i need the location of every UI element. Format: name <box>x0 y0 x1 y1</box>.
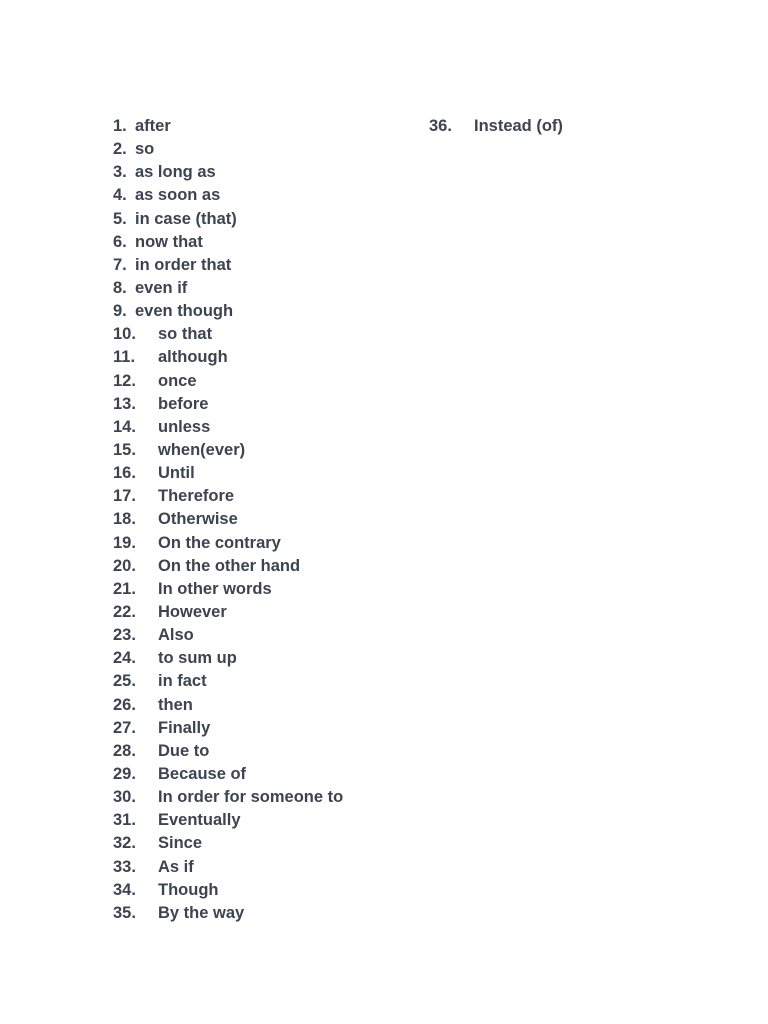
list-item-text: although <box>158 348 228 367</box>
list-item-number: 30. <box>113 788 136 807</box>
list-item <box>113 601 433 624</box>
list-item <box>113 578 433 601</box>
list-item-number: 25. <box>113 672 136 691</box>
list-item-number: 34. <box>113 880 136 899</box>
list-item-text: when(ever) <box>158 440 246 459</box>
list-item-number: 23. <box>113 626 136 645</box>
list-item <box>113 231 433 254</box>
list-item <box>113 624 433 647</box>
list-item <box>113 532 433 555</box>
list-item <box>429 115 729 138</box>
list-item-number: 7. <box>113 255 127 274</box>
list-item-text: so that <box>158 325 213 344</box>
list-item <box>113 647 433 670</box>
list-item <box>113 254 433 277</box>
list-item <box>113 277 433 300</box>
list-item-text: In other words <box>158 579 272 598</box>
list-item-text: However <box>158 602 227 621</box>
list-item-text: By the way <box>158 903 245 922</box>
list-item-number: 20. <box>113 556 136 575</box>
list-item-number: 31. <box>113 811 136 830</box>
list-item-number: 18. <box>113 510 136 529</box>
list-item-number: 35. <box>113 903 136 922</box>
list-item-number: 14. <box>113 417 136 436</box>
list-item-number: 32. <box>113 834 136 853</box>
list-item <box>113 694 433 717</box>
list-item-number: 10. <box>113 325 136 344</box>
list-item-text: Due to <box>158 741 210 760</box>
list-item-number: 29. <box>113 764 136 783</box>
list-item-number: 13. <box>113 394 136 413</box>
list-item-number: 6. <box>113 232 127 251</box>
list-item-number: 1. <box>113 117 127 135</box>
list-item-text: even if <box>135 278 188 297</box>
list-item-text: Finally <box>158 718 211 737</box>
list-item-text: then <box>158 695 193 714</box>
list-item-number: 16. <box>113 464 136 483</box>
list-item <box>113 740 433 763</box>
list-item-text: Also <box>158 626 194 645</box>
list-item <box>113 115 433 138</box>
list-item-text: Otherwise <box>158 510 238 529</box>
list-item-number: 28. <box>113 741 136 760</box>
list-item <box>113 462 433 485</box>
list-item <box>113 508 433 531</box>
list-item-text: in order that <box>135 255 232 274</box>
list-item-text: On the contrary <box>158 533 281 552</box>
list-item <box>113 879 433 902</box>
list-item <box>113 809 433 832</box>
list-item-number: 27. <box>113 718 136 737</box>
list-item <box>113 856 433 879</box>
list-item <box>113 439 433 462</box>
list-item <box>113 555 433 578</box>
list-item <box>113 786 433 809</box>
list-item-text: in fact <box>158 672 207 691</box>
list-item <box>113 370 433 393</box>
list-item-text: Though <box>158 880 219 899</box>
list-item-text: Instead (of) <box>474 117 563 135</box>
connector-list-right <box>429 115 729 138</box>
list-item <box>113 717 433 740</box>
list-item-text: in case (that) <box>135 209 237 228</box>
list-item-text: As if <box>158 857 194 876</box>
list-item-text: unless <box>158 417 211 436</box>
list-item <box>113 346 433 369</box>
list-item-number: 33. <box>113 857 136 876</box>
list-item <box>113 138 433 161</box>
list-item-number: 11. <box>113 348 136 367</box>
list-item-text: after <box>135 117 171 135</box>
list-item-text: once <box>158 371 197 390</box>
list-item-number: 3. <box>113 163 127 182</box>
list-item <box>113 902 433 925</box>
list-item-text: In order for someone to <box>158 788 344 807</box>
list-item-text: before <box>158 394 209 413</box>
list-item <box>113 300 433 323</box>
list-item <box>113 763 433 786</box>
list-item-number: 36. <box>429 117 452 135</box>
list-item <box>113 485 433 508</box>
list-item-text: Until <box>158 464 195 483</box>
list-item <box>113 670 433 693</box>
list-item-number: 12. <box>113 371 136 390</box>
list-item <box>113 832 433 855</box>
list-item <box>113 161 433 184</box>
list-item-text: Because of <box>158 764 247 783</box>
list-item-number: 9. <box>113 302 127 321</box>
list-item <box>113 184 433 207</box>
list-item-number: 4. <box>113 186 127 205</box>
list-item-text: Since <box>158 834 203 853</box>
list-item-number: 5. <box>113 209 127 228</box>
list-item-number: 19. <box>113 533 136 552</box>
connector-list-left <box>113 115 433 925</box>
list-item-text: even though <box>135 302 234 321</box>
list-item-number: 8. <box>113 278 127 297</box>
list-item <box>113 323 433 346</box>
list-item <box>113 208 433 231</box>
list-item-number: 17. <box>113 487 136 506</box>
list-item-number: 2. <box>113 140 127 159</box>
list-item-number: 15. <box>113 440 136 459</box>
list-item <box>113 393 433 416</box>
list-item-number: 21. <box>113 579 136 598</box>
list-item-text: Eventually <box>158 811 241 830</box>
list-item-number: 22. <box>113 602 136 621</box>
list-item-text: to sum up <box>158 649 237 668</box>
list-item-text: as soon as <box>135 186 221 205</box>
list-item-number: 24. <box>113 649 136 668</box>
list-item-text: Therefore <box>158 487 235 506</box>
list-item-text: as long as <box>135 163 216 182</box>
list-item-text: On the other hand <box>158 556 301 575</box>
list-item-number: 26. <box>113 695 136 714</box>
list-item-text: now that <box>135 232 203 251</box>
list-item-text: so <box>135 140 155 159</box>
list-item <box>113 416 433 439</box>
